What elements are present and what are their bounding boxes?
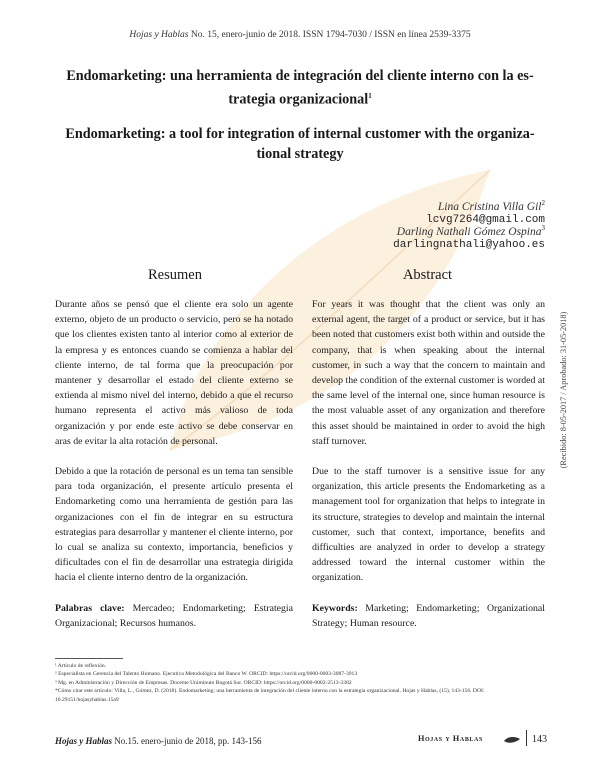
title-spanish-text: Endomarketing: una herramienta de integración del cliente interno con la estrategia organizacional xyxy=(66,68,534,108)
abstract-paragraph-1: For years it was thought that the client was only an external agent, the target of a product or service, but it has been noted that customers exist both within and outside the company, that is when speaking about the internal customer, in such a way that the concern to maintain and develop the condition of the external customer is worded at the same level of the internal one, since human resource is the most valuable asset of any organization and therefore this asset should be maintained in order to avoid the high staff turnover. xyxy=(312,299,545,447)
keywords-text: Mercadeo; Endomarketing; Estrategia Organizacional; Recursos humanos. xyxy=(55,602,293,629)
author-footnote-mark: 2 xyxy=(541,199,545,207)
resumen-keywords xyxy=(55,601,293,631)
resumen-heading: Resumen xyxy=(148,267,202,283)
footer-logo-text: Hojas y Hablas xyxy=(418,734,483,743)
journal-logo-icon xyxy=(503,735,521,745)
title-spanish xyxy=(55,66,545,110)
resumen-paragraph-1: Durante años se pensó que el cliente era solo un agente externo, objeto de un producto o servicio, pero se ha notado que los clientes existen tanto al interior como al exterior de la empresa y es entonces cuando se comienza a hablar del cliente interno, de tal forma que la preocupación por mantener y desarrollar el estado del cliente externo se extienda al mismo nivel del interno, debido a que el recurso humano representa el activo más valioso de toda organización y por ende este activo se debe conservar en aras de evitar la alta rotación de personal. xyxy=(55,299,293,447)
resumen-column xyxy=(55,297,293,646)
author-name: Lina Cristina Villa Gil xyxy=(437,200,542,213)
footnote-divider xyxy=(55,658,123,659)
keywords-label: Palabras clave: xyxy=(55,602,125,614)
footer-info: No.15. enero-junio de 2018, pp. 143-156 xyxy=(112,736,262,746)
author-block-2 xyxy=(393,222,545,252)
author-name: Darling Nathali Gómez Ospina xyxy=(396,225,542,238)
author-footnote-mark: 3 xyxy=(541,224,545,232)
header-journal-name: Hojas y Hablas xyxy=(129,30,189,40)
page-number: 143 xyxy=(532,734,547,745)
abstract-paragraph-2: Due to the staff turnover is a sensitive issue for any organization, this article presents the Endomarketing as a management tool for organization that helps to integrate in its structure, strategies to develop and maintain the internal customer, such that context, importance, benefits and difficulties are analyzed in order to develop a strategy addressed toward the internal customer within the organization. xyxy=(312,466,545,584)
title-footnote-mark: 1 xyxy=(368,92,372,100)
keywords-text: Marketing; Endomarketing; Organizational Strategy; Human resource. xyxy=(312,602,545,629)
abstract-column xyxy=(312,297,545,646)
header-issue-info: No. 15, enero-junio de 2018. ISSN 1794-7030 / ISSN en línea 2539-3375 xyxy=(188,30,471,40)
page-footer xyxy=(55,736,262,746)
footnote-item: ¹ Artículo de reflexión. xyxy=(55,663,107,669)
page-number-separator xyxy=(526,730,527,746)
resumen-paragraph-2: Debido a que la rotación de personal es un tema tan sensible para toda organización, el presente artículo presenta el Endomarketing como una herramienta de gestión para las organizaciones con el fin de integrar en su estructura estrategias para desarrollar y mantener el cliente interno, por lo cual se analiza su contexto, importancia, beneficios y dificultades con el fin de desarrollar una estrategia dirigida hacia el cliente interno dentro de la organización. xyxy=(55,466,293,584)
footer-journal-name: Hojas y Hablas xyxy=(55,736,113,746)
footnotes xyxy=(55,662,547,704)
author-email: lcvg7264@gmail.com xyxy=(426,213,545,226)
received-dates-text: (Recibido: 8-05-2017 / Aprobado: 31-05-2018) xyxy=(559,311,568,469)
title-english xyxy=(55,124,545,164)
title-english-text: Endomarketing: a tool for integration of internal customer with the organizational strategy xyxy=(65,126,535,162)
abstract-heading: Abstract xyxy=(402,267,453,283)
abstract-keywords xyxy=(312,601,545,631)
footnote-item: *Cómo citar este artículo: Villa, L., Gómez, D. (2018). Endomarketing: una herramienta de integración del cliente interno con la estrategia organizacional. Hojas y Hablas, (15), 143-156. DOI: 10.29151/hojasyhablas.15a9 xyxy=(55,688,485,703)
running-header xyxy=(0,30,600,40)
footnote-item: ³ Mg. en Administración y Dirección de Empresas. Docente Uniminuto Bogotá Sur. ORCID: https://orcid.org/0000-0002-2513-3382 xyxy=(55,679,352,686)
author-email: darlingnathali@yahoo.es xyxy=(393,238,545,251)
footnote-item: ² Especialista en Gerencia del Talento Humano. Ejecutiva Metodológica del Banco W. ORCID: https://orcid.org/0000-0003-3087-3913 xyxy=(55,671,358,678)
keywords-label: Keywords: xyxy=(312,602,358,614)
received-dates xyxy=(559,311,569,469)
